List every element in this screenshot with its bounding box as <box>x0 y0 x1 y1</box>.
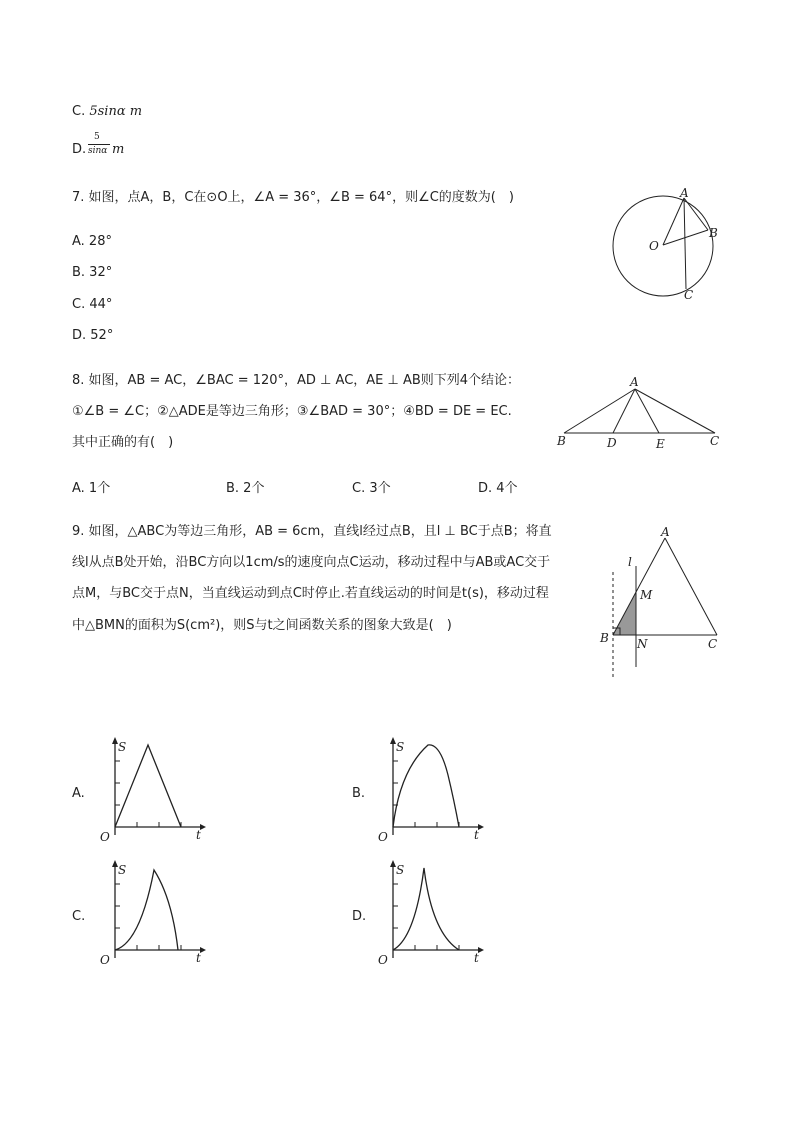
q8-stem-line1: 8. 如图，AB = AC，∠BAC = 120°，AD ⊥ AC，AE ⊥ AB则下列4个结论： <box>72 373 521 388</box>
label-a: A <box>630 375 639 389</box>
label-b: B <box>600 631 609 645</box>
q6-option-d-letter: D. <box>72 142 87 157</box>
q6-option-d-numerator: 5 <box>94 132 100 142</box>
curve-concave-down <box>393 745 459 827</box>
axis-label-s: S <box>396 863 405 877</box>
axis-label-t: t <box>474 828 479 842</box>
label-c: C <box>708 637 718 651</box>
q9-graph-b[interactable] <box>370 735 490 845</box>
x-axis-arrow <box>200 824 206 830</box>
axis-label-t: t <box>196 951 201 965</box>
q9-graph-a[interactable] <box>92 735 212 845</box>
fraction-bar <box>88 144 110 145</box>
side-ab <box>613 538 665 635</box>
segment-oa <box>663 198 684 245</box>
q9-stem-line4: 中△BMN的面积为S(cm²)，则S与t之间函数关系的图象大致是( ) <box>72 618 452 633</box>
segment-ac <box>684 198 686 289</box>
side-ac <box>665 538 717 635</box>
origin-label: O <box>100 953 110 967</box>
curve-cusp-peak <box>393 868 459 950</box>
x-axis-arrow <box>478 947 484 953</box>
axis-label-s: S <box>118 863 127 877</box>
q9-triangle-figure <box>596 524 726 684</box>
circle-o <box>613 196 713 296</box>
q9-graph-a-letter[interactable]: A. <box>72 786 85 801</box>
q9-graph-d-letter[interactable]: D. <box>352 909 367 924</box>
q8-option-a[interactable]: A. 1个 <box>72 481 111 496</box>
q8-option-c[interactable]: C. 3个 <box>352 481 391 496</box>
q6-option-c-letter: C. <box>72 104 86 119</box>
q9-graph-d[interactable] <box>370 858 490 968</box>
label-a: A <box>680 186 689 200</box>
curve-concave-up-then-down <box>115 870 178 950</box>
q7-option-b[interactable]: B. 32° <box>72 265 113 280</box>
axis-label-s: S <box>396 740 405 754</box>
axis-label-t: t <box>474 951 479 965</box>
q9-graph-c-letter[interactable]: C. <box>72 909 86 924</box>
label-l: l <box>628 555 632 569</box>
segment-ab <box>684 198 708 230</box>
q9-stem-line3: 点M，与BC交于点N，当直线运动到点C时停止.若直线运动的时间是t(s)，移动过程 <box>72 586 549 601</box>
q6-option-c-expr: 5sinα m <box>89 104 143 119</box>
label-e: E <box>656 437 665 451</box>
q8-stem-line3: 其中正确的有( ) <box>72 435 174 450</box>
q7-stem: 7. 如图，点A，B，C在⊙O上，∠A = 36°，∠B = 64°，则∠C的度数为( ) <box>72 190 514 205</box>
x-axis-arrow <box>478 824 484 830</box>
q9-graph-b-letter[interactable]: B. <box>352 786 366 801</box>
q8-option-d[interactable]: D. 4个 <box>478 481 518 496</box>
q7-option-d[interactable]: D. 52° <box>72 328 114 343</box>
q8-triangle-figure <box>555 373 730 455</box>
q9-graph-c[interactable] <box>92 858 212 968</box>
label-m: M <box>640 588 653 602</box>
label-o: O <box>649 239 659 253</box>
label-a: A <box>661 525 670 539</box>
axis-label-t: t <box>196 828 201 842</box>
q9-stem-line2: 线l从点B处开始，沿BC方向以1cm/s的速度向点C运动，移动过程中与AB或AC交于 <box>72 555 551 570</box>
x-axis-arrow <box>200 947 206 953</box>
q6-option-d-denominator: sinα <box>88 146 108 156</box>
origin-label: O <box>100 830 110 844</box>
q6-option-d-unit: m <box>112 142 125 157</box>
q6-option-c[interactable] <box>72 103 142 121</box>
label-d: D <box>607 436 617 450</box>
axis-label-s: S <box>118 740 127 754</box>
q7-option-c[interactable]: C. 44° <box>72 297 113 312</box>
q6-option-d[interactable] <box>72 132 142 164</box>
curve-linear-peak <box>115 745 181 827</box>
q8-stem-line2: ①∠B = ∠C；②△ADE是等边三角形；③∠BAD = 30°；④BD = DE = EC. <box>72 404 512 419</box>
q8-option-b[interactable]: B. 2个 <box>226 481 265 496</box>
label-c: C <box>710 434 720 448</box>
q9-stem-line1: 9. 如图，△ABC为等边三角形，AB = 6cm，直线l经过点B，且l ⊥ BC于点B；将直 <box>72 524 552 539</box>
segment-ob <box>663 230 708 245</box>
label-n: N <box>637 637 648 651</box>
origin-label: O <box>378 953 388 967</box>
label-b: B <box>709 226 718 240</box>
q7-circle-figure <box>600 185 730 305</box>
label-b: B <box>557 434 566 448</box>
q7-option-a[interactable]: A. 28° <box>72 234 112 249</box>
origin-label: O <box>378 830 388 844</box>
label-c: C <box>684 288 694 302</box>
